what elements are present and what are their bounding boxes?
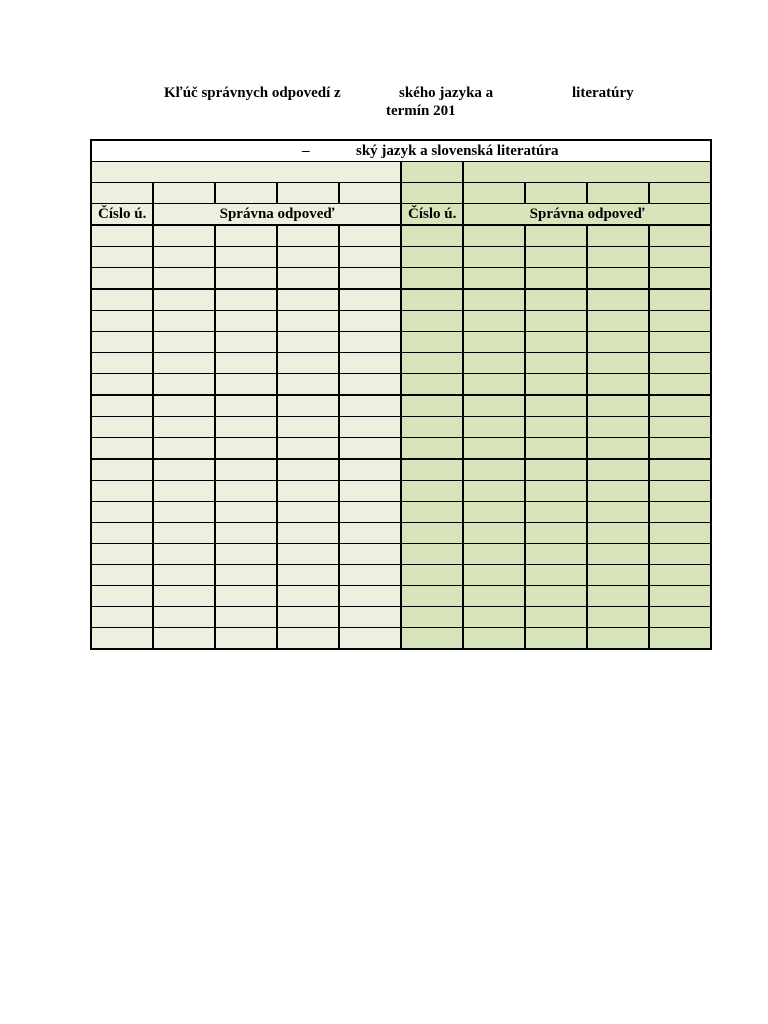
- left-answer-cell: [153, 502, 215, 523]
- right-answer-cell: [649, 374, 711, 396]
- left-answer-cell: [91, 268, 153, 290]
- right-subheader-cell: [401, 162, 463, 183]
- left-answer-cell: [153, 311, 215, 332]
- left-subheader-cell: [91, 162, 401, 183]
- right-answer-cell: [649, 459, 711, 481]
- left-answer-cell: [277, 395, 339, 417]
- left-answer-cell: [215, 374, 277, 396]
- left-answer-cell: [277, 607, 339, 628]
- right-answer-cell: [525, 332, 587, 353]
- right-answer-cell: [587, 332, 649, 353]
- left-answer-cell: [215, 481, 277, 502]
- left-answer-cell: [277, 332, 339, 353]
- left-answer-cell: [153, 544, 215, 565]
- left-answer-cell: [339, 289, 401, 311]
- answer-row: [91, 586, 711, 607]
- left-answer-cell: [91, 565, 153, 586]
- right-answer-cell: [401, 247, 463, 268]
- right-answer-cell: [463, 459, 525, 481]
- left-answer-cell: [91, 502, 153, 523]
- right-answer-cell: [525, 247, 587, 268]
- left-answer-cell: [215, 353, 277, 374]
- right-answer-cell: [401, 544, 463, 565]
- left-answer-cell: [153, 353, 215, 374]
- left-answer-cell: [91, 607, 153, 628]
- right-answer-cell: [649, 417, 711, 438]
- right-answer-cell: [587, 353, 649, 374]
- left-answer-cell: [153, 395, 215, 417]
- right-answer-cell: [463, 395, 525, 417]
- right-answer-cell: [649, 628, 711, 650]
- left-answer-cell: [215, 544, 277, 565]
- answer-row: [91, 225, 711, 247]
- answer-row: [91, 332, 711, 353]
- left-answer-cell: [277, 247, 339, 268]
- left-answer-cell: [277, 502, 339, 523]
- right-answer-cell: [587, 247, 649, 268]
- left-answer-cell: [215, 628, 277, 650]
- right-answer-cell: [401, 374, 463, 396]
- heading-line1-part2: ského jazyka a: [399, 85, 494, 101]
- table-title-dash: –: [302, 143, 310, 159]
- left-answer-cell: [277, 628, 339, 650]
- left-answer-cell: [277, 586, 339, 607]
- answer-row: [91, 481, 711, 502]
- right-answer-cell: [587, 607, 649, 628]
- right-answer-cell: [525, 353, 587, 374]
- left-answer-cell: [339, 628, 401, 650]
- left-answer-cell: [153, 523, 215, 544]
- right-answer-cell: [649, 289, 711, 311]
- right-answer-cell: [463, 438, 525, 460]
- right-answer-cell: [401, 523, 463, 544]
- left-answer-cell: [277, 311, 339, 332]
- left-answer-cell: [153, 417, 215, 438]
- left-answer-cell: [339, 438, 401, 460]
- left-answer-cell: [277, 565, 339, 586]
- left-answer-cell: [339, 417, 401, 438]
- answer-row: [91, 395, 711, 417]
- right-answer-cell: [463, 523, 525, 544]
- right-answer-cell: [401, 481, 463, 502]
- left-blank-cell: [339, 183, 401, 204]
- left-answer-cell: [277, 374, 339, 396]
- answer-row: [91, 459, 711, 481]
- left-blank-cell: [91, 183, 153, 204]
- right-answer-cell: [463, 628, 525, 650]
- left-answer-cell: [277, 289, 339, 311]
- left-answer-cell: [215, 438, 277, 460]
- right-answer-cell: [649, 247, 711, 268]
- right-answer-cell: [525, 481, 587, 502]
- left-answer-cell: [339, 374, 401, 396]
- left-answer-cell: [277, 225, 339, 247]
- right-answer-cell: [463, 481, 525, 502]
- right-blank-cell: [649, 183, 711, 204]
- right-answer-cell: [587, 565, 649, 586]
- right-answer-cell: [401, 438, 463, 460]
- right-answer-cell: [649, 395, 711, 417]
- right-number-header: Číslo ú.: [401, 204, 463, 226]
- left-answer-cell: [277, 438, 339, 460]
- left-answer-cell: [215, 289, 277, 311]
- right-answer-cell: [649, 523, 711, 544]
- right-answer-cell: [401, 353, 463, 374]
- left-answer-cell: [153, 247, 215, 268]
- right-answer-cell: [587, 544, 649, 565]
- left-answer-cell: [91, 289, 153, 311]
- right-answer-cell: [587, 438, 649, 460]
- right-answer-cell: [525, 374, 587, 396]
- left-answer-cell: [277, 353, 339, 374]
- right-answer-cell: [463, 374, 525, 396]
- right-answer-cell: [401, 586, 463, 607]
- left-answer-cell: [339, 481, 401, 502]
- left-answer-cell: [91, 438, 153, 460]
- table-title-text: ský jazyk a slovenská literatúra: [356, 143, 559, 159]
- right-answer-cell: [587, 374, 649, 396]
- answer-row: [91, 417, 711, 438]
- right-answer-cell: [401, 225, 463, 247]
- right-answer-cell: [401, 502, 463, 523]
- right-answer-cell: [649, 353, 711, 374]
- right-answer-cell: [649, 268, 711, 290]
- answer-row: [91, 311, 711, 332]
- left-answer-cell: [215, 225, 277, 247]
- right-answer-cell: [649, 544, 711, 565]
- right-answer-cell: [401, 628, 463, 650]
- left-answer-cell: [215, 247, 277, 268]
- right-blank-cell: [525, 183, 587, 204]
- left-answer-cell: [339, 311, 401, 332]
- right-answer-cell: [649, 311, 711, 332]
- answer-row: [91, 438, 711, 460]
- right-answer-cell: [401, 417, 463, 438]
- left-answer-cell: [153, 459, 215, 481]
- right-answer-cell: [587, 268, 649, 290]
- right-answer-cell: [525, 225, 587, 247]
- right-answer-cell: [649, 438, 711, 460]
- right-answer-cell: [525, 459, 587, 481]
- left-answer-cell: [277, 459, 339, 481]
- left-answer-cell: [339, 268, 401, 290]
- right-answer-cell: [587, 481, 649, 502]
- right-answer-cell: [401, 332, 463, 353]
- right-answer-cell: [463, 544, 525, 565]
- left-answer-cell: [91, 374, 153, 396]
- right-answer-cell: [587, 586, 649, 607]
- left-number-header: Číslo ú.: [91, 204, 153, 226]
- left-answer-cell: [339, 502, 401, 523]
- left-answer-cell: [153, 268, 215, 290]
- left-answer-cell: [153, 332, 215, 353]
- right-answer-cell: [649, 565, 711, 586]
- right-answer-cell: [525, 586, 587, 607]
- left-answer-cell: [339, 225, 401, 247]
- left-answer-header: Správna odpoveď: [153, 204, 401, 226]
- left-blank-cell: [277, 183, 339, 204]
- left-answer-cell: [215, 332, 277, 353]
- answer-row: [91, 247, 711, 268]
- left-answer-cell: [215, 523, 277, 544]
- left-answer-cell: [215, 311, 277, 332]
- right-answer-cell: [587, 311, 649, 332]
- left-answer-cell: [215, 417, 277, 438]
- left-answer-cell: [153, 481, 215, 502]
- heading-line1-part3: literatúry: [572, 85, 634, 101]
- left-answer-cell: [91, 353, 153, 374]
- left-answer-cell: [153, 565, 215, 586]
- answer-row: [91, 607, 711, 628]
- right-answer-cell: [649, 586, 711, 607]
- right-answer-header: Správna odpoveď: [463, 204, 711, 226]
- right-answer-cell: [463, 586, 525, 607]
- right-answer-cell: [525, 565, 587, 586]
- left-answer-cell: [91, 332, 153, 353]
- answer-row: [91, 523, 711, 544]
- answer-row: [91, 502, 711, 523]
- right-answer-cell: [463, 353, 525, 374]
- right-answer-cell: [525, 502, 587, 523]
- right-answer-cell: [649, 225, 711, 247]
- left-answer-cell: [339, 247, 401, 268]
- left-answer-cell: [91, 523, 153, 544]
- right-answer-cell: [525, 607, 587, 628]
- right-answer-cell: [463, 332, 525, 353]
- right-answer-cell: [525, 544, 587, 565]
- left-answer-cell: [339, 607, 401, 628]
- left-answer-cell: [215, 586, 277, 607]
- right-answer-cell: [401, 459, 463, 481]
- right-answer-cell: [463, 247, 525, 268]
- left-answer-cell: [215, 459, 277, 481]
- left-answer-cell: [215, 607, 277, 628]
- left-answer-cell: [339, 523, 401, 544]
- table-subheader-row: [91, 162, 711, 183]
- right-answer-cell: [587, 459, 649, 481]
- right-subheader-cell: [463, 162, 711, 183]
- right-answer-cell: [649, 332, 711, 353]
- left-answer-cell: [153, 289, 215, 311]
- left-answer-cell: [153, 607, 215, 628]
- right-answer-cell: [463, 607, 525, 628]
- right-answer-cell: [587, 417, 649, 438]
- heading-line2: termín 201: [386, 103, 456, 119]
- left-answer-cell: [91, 225, 153, 247]
- right-answer-cell: [587, 289, 649, 311]
- table-title-cell: [91, 140, 711, 162]
- left-answer-cell: [153, 628, 215, 650]
- answer-row: [91, 628, 711, 650]
- heading-line1-part1: Kľúč správnych odpovedí z: [164, 85, 341, 101]
- right-answer-cell: [401, 289, 463, 311]
- left-answer-cell: [339, 332, 401, 353]
- left-answer-cell: [339, 586, 401, 607]
- left-answer-cell: [277, 523, 339, 544]
- left-answer-cell: [339, 565, 401, 586]
- right-answer-cell: [525, 268, 587, 290]
- left-answer-cell: [153, 438, 215, 460]
- answer-row: [91, 544, 711, 565]
- right-answer-cell: [463, 417, 525, 438]
- right-answer-cell: [401, 607, 463, 628]
- left-answer-cell: [91, 459, 153, 481]
- right-answer-cell: [587, 628, 649, 650]
- right-answer-cell: [525, 311, 587, 332]
- right-answer-cell: [649, 502, 711, 523]
- right-answer-cell: [525, 438, 587, 460]
- left-answer-cell: [277, 481, 339, 502]
- right-answer-cell: [463, 565, 525, 586]
- right-answer-cell: [587, 523, 649, 544]
- right-answer-cell: [587, 225, 649, 247]
- left-answer-cell: [277, 544, 339, 565]
- answer-row: [91, 268, 711, 290]
- left-answer-cell: [339, 353, 401, 374]
- right-blank-cell: [463, 183, 525, 204]
- right-answer-cell: [463, 311, 525, 332]
- right-answer-cell: [525, 628, 587, 650]
- left-answer-cell: [91, 586, 153, 607]
- left-blank-cell: [215, 183, 277, 204]
- answer-row: [91, 565, 711, 586]
- right-answer-cell: [463, 268, 525, 290]
- right-answer-cell: [525, 395, 587, 417]
- left-answer-cell: [215, 268, 277, 290]
- answer-key-table: [90, 139, 712, 650]
- right-answer-cell: [525, 523, 587, 544]
- answer-row: [91, 289, 711, 311]
- right-answer-cell: [401, 268, 463, 290]
- table-blank-row: [91, 183, 711, 204]
- table-column-header-row: [91, 204, 711, 226]
- left-answer-cell: [339, 395, 401, 417]
- left-answer-cell: [91, 628, 153, 650]
- left-blank-cell: [153, 183, 215, 204]
- left-answer-cell: [91, 481, 153, 502]
- left-answer-cell: [153, 225, 215, 247]
- right-answer-cell: [525, 289, 587, 311]
- left-answer-cell: [91, 247, 153, 268]
- left-answer-cell: [215, 395, 277, 417]
- left-answer-cell: [91, 311, 153, 332]
- right-answer-cell: [401, 395, 463, 417]
- right-answer-cell: [649, 481, 711, 502]
- right-answer-cell: [587, 395, 649, 417]
- right-blank-cell: [401, 183, 463, 204]
- left-answer-cell: [277, 417, 339, 438]
- left-answer-cell: [215, 565, 277, 586]
- right-answer-cell: [649, 607, 711, 628]
- right-blank-cell: [587, 183, 649, 204]
- right-answer-cell: [463, 289, 525, 311]
- left-answer-cell: [277, 268, 339, 290]
- table-title-row: [91, 140, 711, 162]
- right-answer-cell: [401, 311, 463, 332]
- right-answer-cell: [401, 565, 463, 586]
- left-answer-cell: [215, 502, 277, 523]
- left-answer-cell: [153, 374, 215, 396]
- right-answer-cell: [587, 502, 649, 523]
- left-answer-cell: [339, 544, 401, 565]
- left-answer-cell: [91, 544, 153, 565]
- left-answer-cell: [91, 395, 153, 417]
- left-answer-cell: [339, 459, 401, 481]
- right-answer-cell: [463, 225, 525, 247]
- right-answer-cell: [463, 502, 525, 523]
- left-answer-cell: [153, 586, 215, 607]
- answer-row: [91, 374, 711, 396]
- answer-row: [91, 353, 711, 374]
- right-answer-cell: [525, 417, 587, 438]
- left-answer-cell: [91, 417, 153, 438]
